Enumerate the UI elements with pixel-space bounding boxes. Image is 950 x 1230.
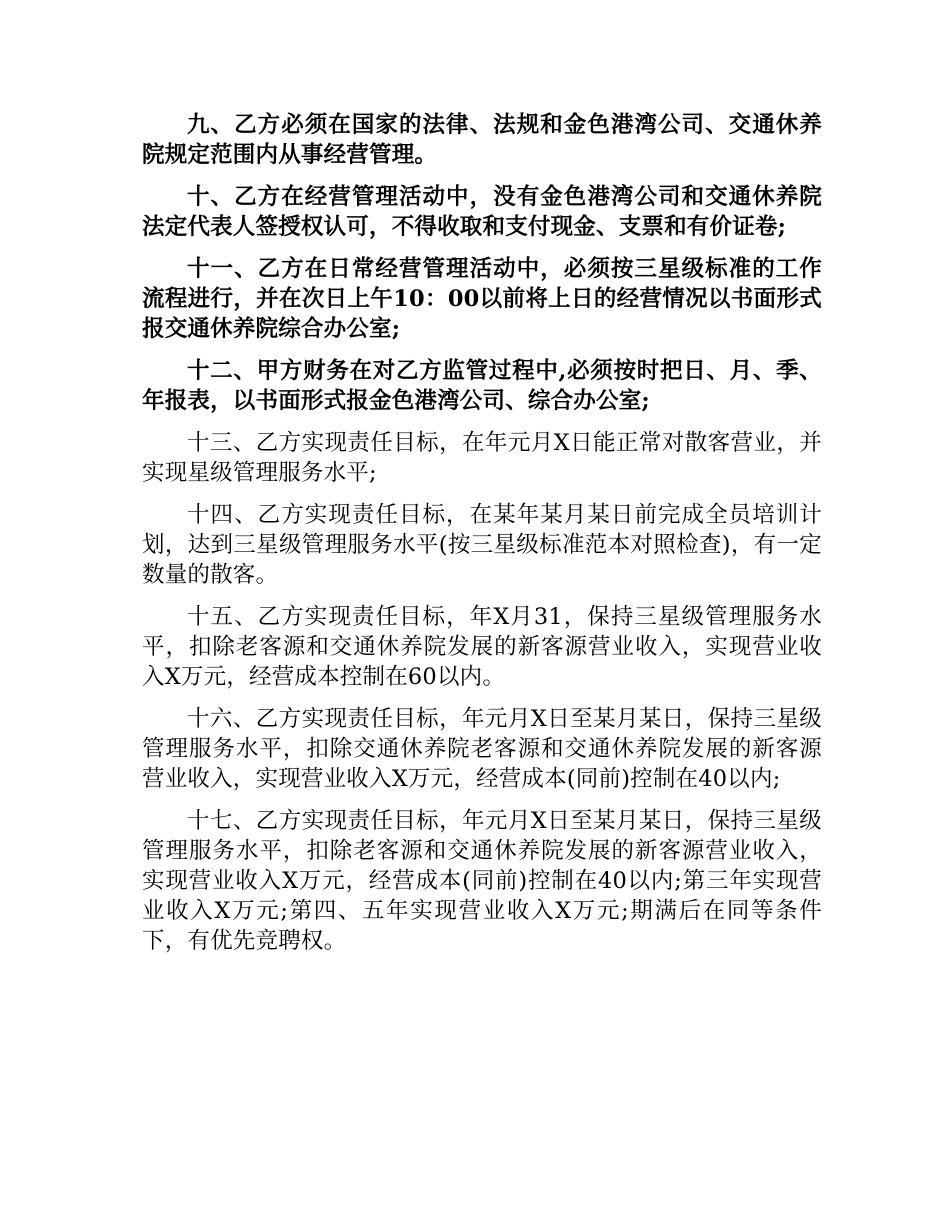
clause-13: 十三、乙方实现责任目标，在年元月X日能正常对散客营业，并实现星级管理服务水平; [142, 430, 822, 486]
clause-10: 十、乙方在经营管理活动中，没有金色港湾公司和交通休养院法定代表人签授权认可，不得收取和支付现金、支票和有价证卷; [142, 184, 822, 240]
clause-15: 十五、乙方实现责任目标，年X月31，保持三星级管理服务水平，扣除老客源和交通休养院发展的新客源营业收入，实现营业收入X万元，经营成本控制在60以内。 [142, 604, 822, 690]
document-page [142, 110, 822, 968]
clause-12: 十二、甲方财务在对乙方监管过程中,必须按时把日、月、季、年报表，以书面形式报金色港湾公司、综合办公室; [142, 358, 822, 414]
clause-11: 十一、乙方在日常经营管理活动中，必须按三星级标准的工作流程进行，并在次日上午10：00以前将上日的经营情况以书面形式报交通休养院综合办公室; [142, 256, 822, 342]
clause-16: 十六、乙方实现责任目标，年元月X日至某月某日，保持三星级管理服务水平，扣除交通休养院老客源和交通休养院发展的新客源营业收入，实现营业收入X万元，经营成本(同前)控制在40以内; [142, 706, 822, 792]
clause-17: 十七、乙方实现责任目标，年元月X日至某月某日，保持三星级管理服务水平，扣除老客源和交通休养院发展的新客源营业收入，实现营业收入X万元，经营成本(同前)控制在40以内;第三年实现营业收入X万元;第四、五年实现营业收入X万元;期满后在同等条件下，有优先竞聘权。 [142, 808, 822, 954]
clause-9: 九、乙方必须在国家的法律、法规和金色港湾公司、交通休养院规定范围内从事经营管理。 [142, 112, 822, 168]
clause-14: 十四、乙方实现责任目标，在某年某月某日前完成全员培训计划，达到三星级管理服务水平(按三星级标准范本对照检查)，有一定数量的散客。 [142, 502, 822, 588]
